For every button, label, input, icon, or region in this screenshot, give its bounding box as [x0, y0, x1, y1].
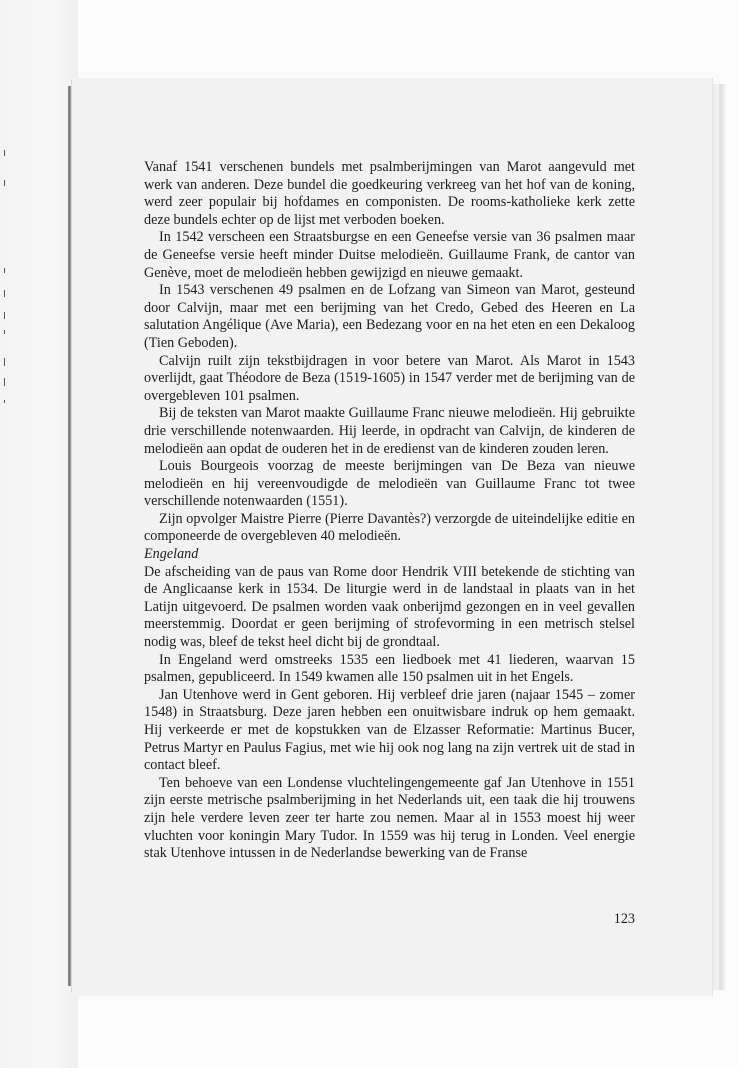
- ink-mark: [4, 290, 5, 297]
- facing-page-edge: [0, 0, 78, 1068]
- section-heading: Engeland: [144, 546, 199, 563]
- ink-mark: [4, 358, 5, 366]
- paragraph: Ten behoeve van een Londense vluchtelingengemeente gaf Jan Utenhove in 1551 zijn eerste metrische psalmberijming in het Nederlands uit, een taak die hij trouwens zijn hele verdere leven zeer ter harte zou nemen. Maar al in 1553 moest hij weer vluchten voor koningin Mary Tudor. In 1559 was hij terug in Londen. Veel energie stak Utenhove intussen in de Nederlandse bewerking van de Franse: [144, 774, 635, 862]
- page-stack-edge: [712, 84, 726, 990]
- ink-mark: [4, 180, 5, 186]
- paragraph: De afscheiding van de paus van Rome door Hendrik VIII betekende de stichting van de Anglicaanse kerk in 1534. De liturgie werd in de landstaal in plaats van in het Latijn uitgevoerd. De psalmen worden vaak onberijmd gezongen en in veel gevallen meerstemmig. Doordat er geen berijming of strofevorming in een metrisch stelsel nodig was, bleef de tekst heel dicht bij de grondtaal.: [144, 563, 635, 651]
- page-number: 123: [613, 911, 635, 927]
- paragraph: Calvijn ruilt zijn tekstbijdragen in voor betere van Marot. Als Marot in 1543 overlijdt, gaat Théodore de Beza (1519-1605) in 1547 verder met de berijming van de overgebleven 101 psalmen.: [144, 352, 635, 404]
- body-text: [144, 159, 635, 863]
- ink-mark: [4, 378, 5, 386]
- paragraph: Bij de teksten van Marot maakte Guillaume Franc nieuwe melodieën. Hij gebruikte drie verschillende notenwaarden. Hij leerde, in opdracht van Calvijn, de kinderen de melodieën aan opdat de ouderen het in de eredienst van de kinderen zouden leren.: [144, 405, 635, 457]
- paragraph: Vanaf 1541 verschenen bundels met psalmberijmingen van Marot aangevuld met werk van anderen. Deze bundel die goedkeuring verkreeg van het hof van de koning, werd zeer populair bij hofdames en componisten. De rooms-katholieke kerk zette deze bundels echter op de lijst met verboden boeken.: [144, 159, 635, 228]
- paragraph: Louis Bourgeois voorzag de meeste berijmingen van De Beza van nieuwe melodieën en hij vereenvoudigde de melodieën van Guillaume Franc tot twee verschillende notenwaarden (1551).: [144, 458, 635, 510]
- paragraph: In Engeland werd omstreeks 1535 een liedboek met 41 liederen, waarvan 15 psalmen, gepubliceerd. In 1549 kwamen alle 150 psalmen uit in het Engels.: [144, 651, 635, 686]
- ink-mark: [4, 400, 5, 403]
- paragraph: In 1542 verscheen een Straatsburgse en een Geneefse versie van 36 psalmen maar de Geneefse versie heeft minder Duitse melodieën. Guillaume Frank, de cantor van Genève, moet de melodieën hebben gewijzigd en nieuwe gemaakt.: [144, 229, 635, 281]
- paragraph: In 1543 verschenen 49 psalmen en de Lofzang van Simeon van Marot, gesteund door Calvijn, maar met een berijming van het Credo, Gebed des Heeren en La salutation Angélique (Ave Maria), een Bedezang voor en na het eten en een Dekaloog (Tien Geboden).: [144, 282, 635, 351]
- paragraph: Zijn opvolger Maistre Pierre (Pierre Davantès?) verzorgde de uiteindelijke editie en componeerde de overgebleven 40 melodieën.: [144, 510, 635, 545]
- ink-mark: [4, 268, 5, 273]
- ink-mark: [4, 330, 5, 334]
- ink-mark: [4, 150, 5, 156]
- ink-mark: [4, 312, 5, 319]
- book-spine: [68, 86, 71, 986]
- paragraph: Jan Utenhove werd in Gent geboren. Hij verbleef drie jaren (najaar 1545 – zomer 1548) in Straatsburg. Deze jaren hebben een onuitwisbare indruk op hem gemaakt. Hij verkeerde er met de kopstukken van de Elzasser Reformatie: Martinus Bucer, Petrus Martyr en Paulus Fagius, met wie hij ook nog lang na zijn vertrek uit de stad in contact bleef.: [144, 686, 635, 774]
